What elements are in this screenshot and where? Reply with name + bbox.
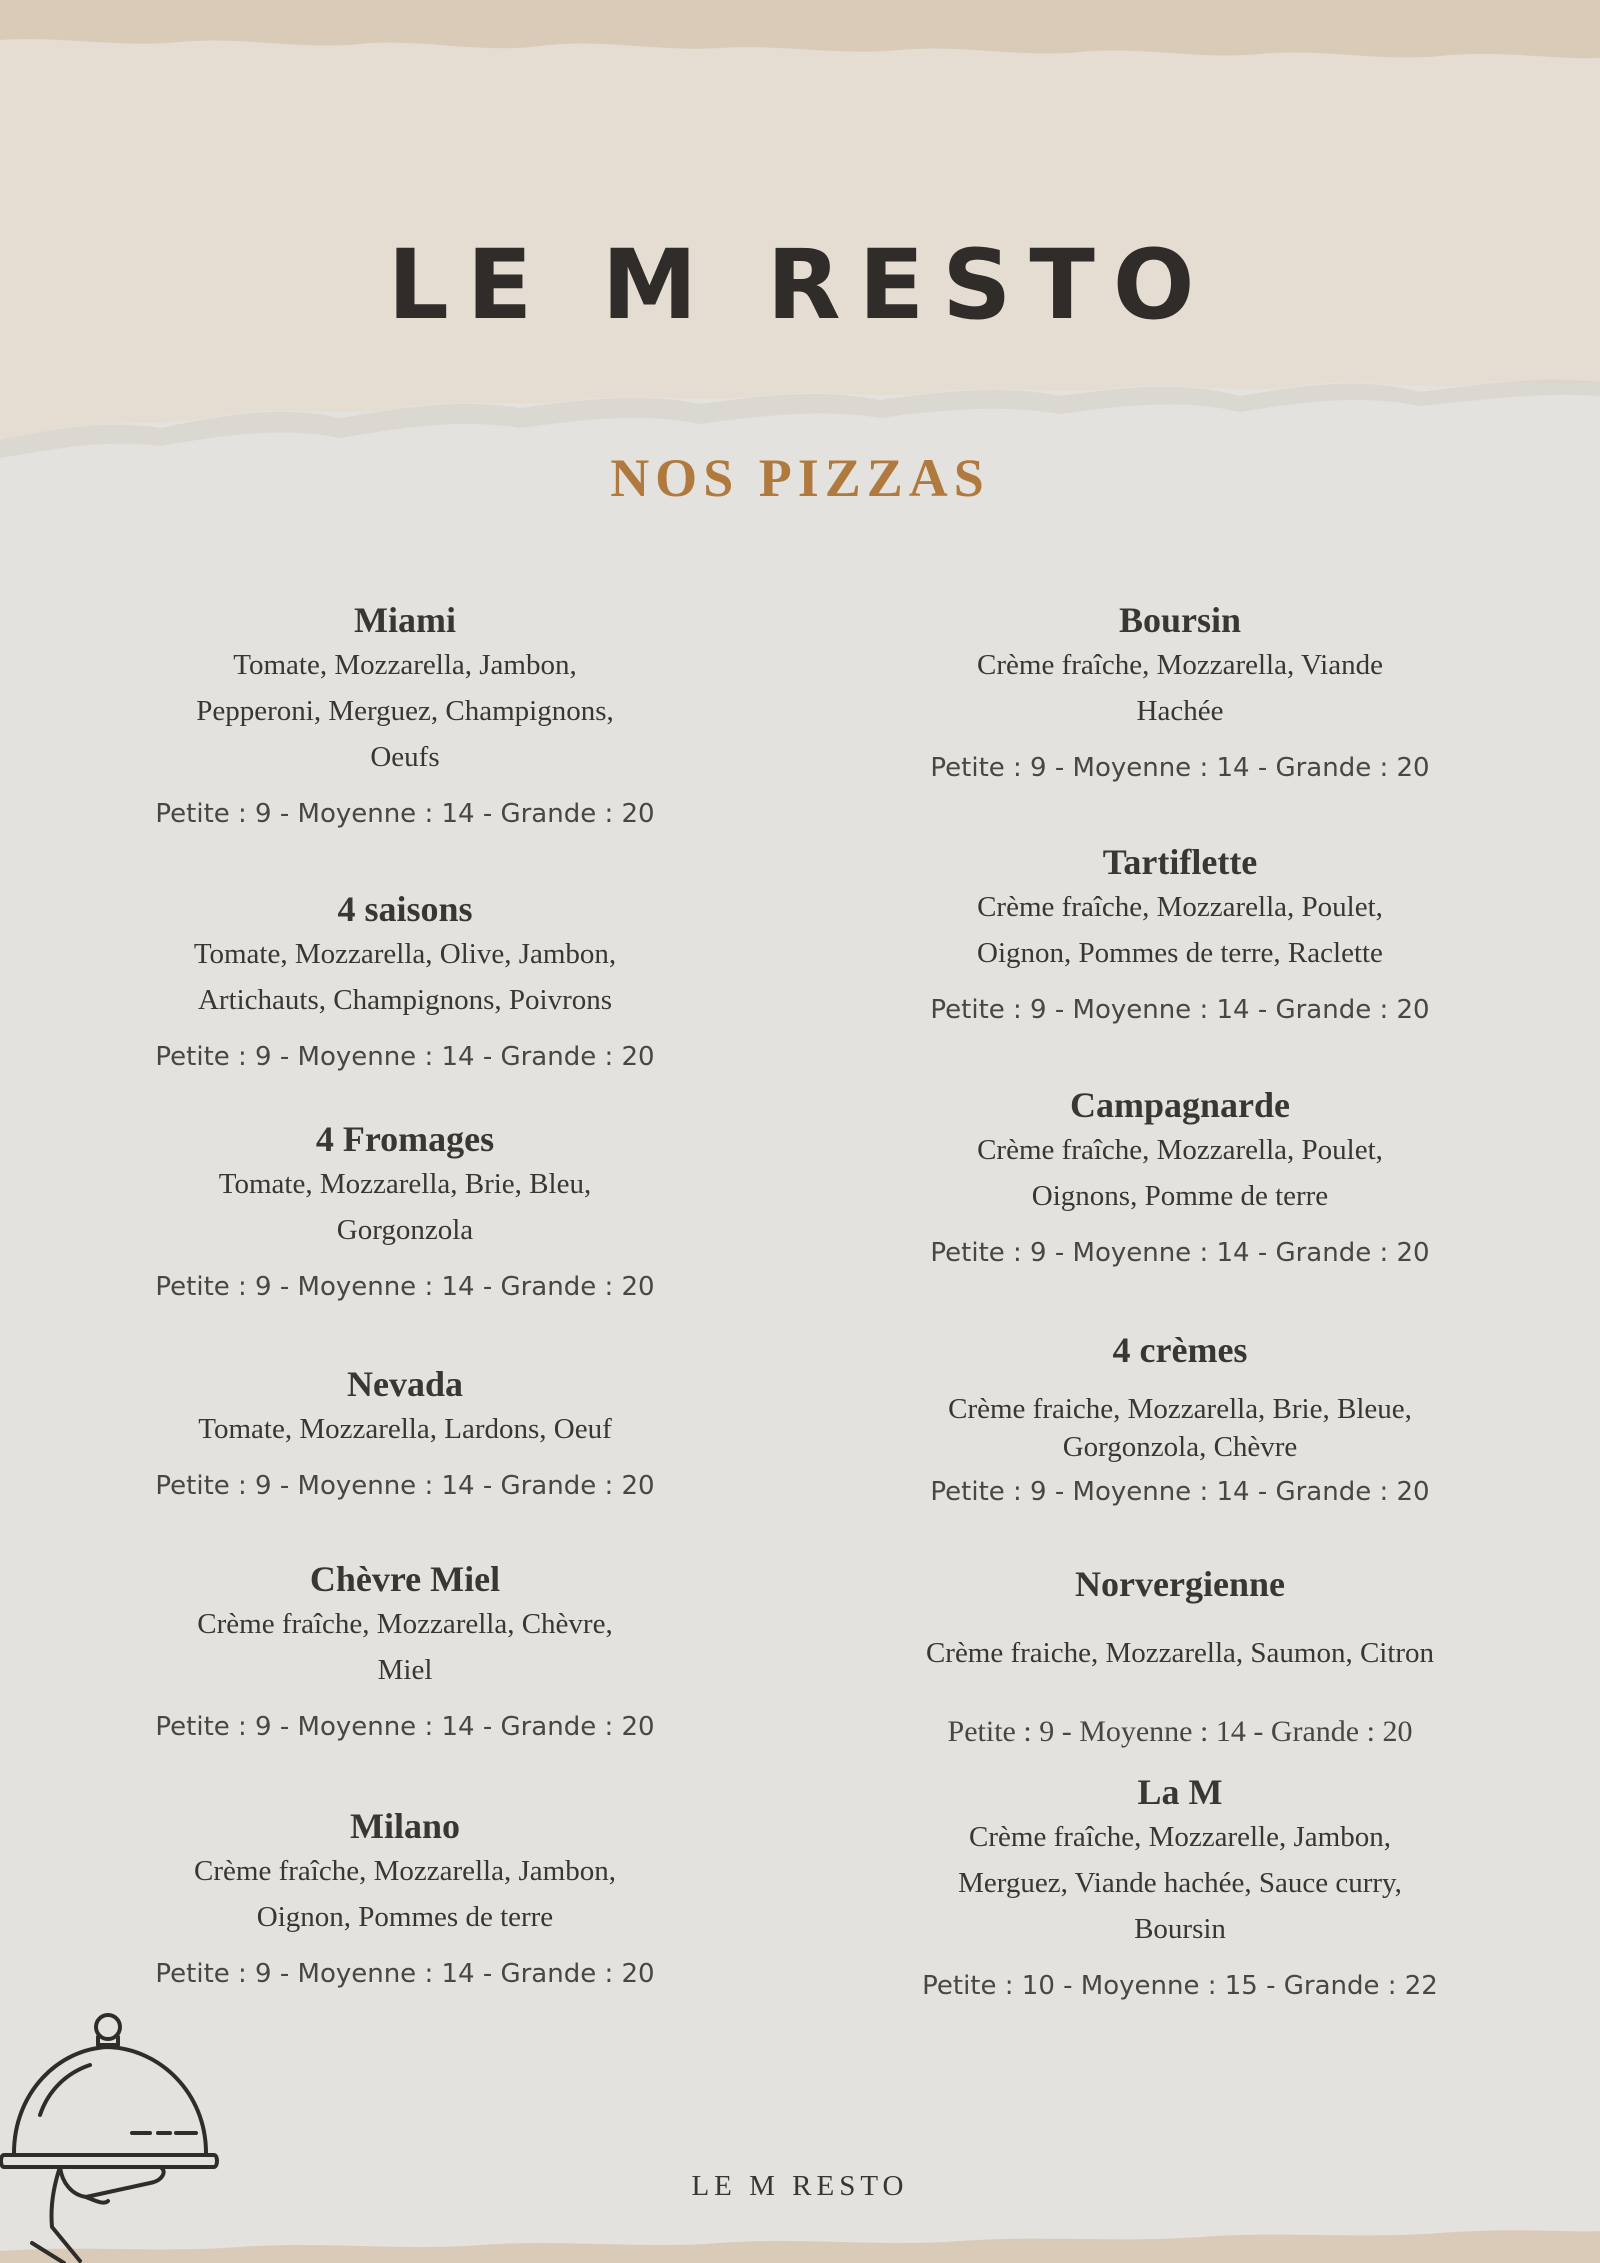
menu-item-campagnarde	[870, 1083, 1490, 1273]
description-line: Crème fraîche, Mozzarelle, Jambon,	[969, 1821, 1391, 1853]
menu-item-name: Tartiflette	[1102, 842, 1258, 882]
menu-item-name: Miami	[354, 600, 456, 640]
description-line: Gorgonzola	[336, 1214, 474, 1246]
menu-item-description	[95, 1601, 715, 1693]
menu-item-name: Nevada	[347, 1364, 463, 1404]
menu-item-description	[95, 931, 715, 1023]
description-line: Tomate, Mozzarella, Lardons, Oeuf	[198, 1413, 612, 1445]
menu-item-norvergienne	[870, 1562, 1490, 1752]
menu-item-description	[870, 1390, 1490, 1466]
description-line: Merguez, Viande hachée, Sauce curry,	[958, 1867, 1402, 1899]
menu-item-prices: Petite : 9 - Moyenne : 14 - Grande : 20	[930, 1477, 1430, 1507]
menu-item-prices: Petite : 9 - Moyenne : 14 - Grande : 20	[947, 1715, 1413, 1748]
description-line: Oignons, Pomme de terre	[1031, 1180, 1329, 1212]
menu-item-name: 4 saisons	[337, 889, 473, 929]
menu-item-name: Norvergienne	[1075, 1564, 1285, 1604]
menu-item-name: 4 crèmes	[1112, 1330, 1248, 1370]
description-line: Gorgonzola, Chèvre	[1062, 1431, 1298, 1463]
footer-brand: LE M RESTO	[691, 2170, 909, 2202]
description-line: Tomate, Mozzarella, Jambon,	[233, 649, 577, 681]
description-line: Oeufs	[370, 741, 440, 773]
description-line: Pepperoni, Merguez, Champignons,	[196, 695, 614, 727]
description-line: Crème fraîche, Mozzarella, Poulet,	[977, 1134, 1383, 1166]
menu-item-name: 4 Fromages	[315, 1119, 495, 1159]
description-line: Crème fraiche, Mozzarella, Brie, Bleue,	[948, 1393, 1412, 1425]
description-line: Artichauts, Champignons, Poivrons	[197, 984, 613, 1016]
menu-item-4-cremes	[870, 1328, 1490, 1512]
serving-cloche-icon	[0, 2005, 230, 2263]
menu-item-prices: Petite : 9 - Moyenne : 14 - Grande : 20	[155, 1471, 655, 1501]
menu-item-nevada	[95, 1362, 715, 1506]
description-line: Crème fraiche, Mozzarella, Saumon, Citron	[925, 1637, 1435, 1669]
description-line: Tomate, Mozzarella, Brie, Bleu,	[218, 1168, 592, 1200]
menu-item-name: La M	[1137, 1772, 1223, 1812]
torn-paper-footer-strip	[0, 2203, 1600, 2263]
description-line: Crème fraîche, Mozzarella, Poulet,	[977, 891, 1383, 923]
menu-item-description	[870, 1814, 1490, 1952]
menu-item-la-m	[870, 1770, 1490, 2006]
menu-item-description	[95, 1406, 715, 1452]
menu-item-prices: Petite : 9 - Moyenne : 14 - Grande : 20	[155, 1712, 655, 1742]
menu-item-milano	[95, 1804, 715, 1994]
menu-item-name: Boursin	[1118, 600, 1242, 640]
menu-item-name: Campagnarde	[1069, 1085, 1290, 1125]
description-line: Oignon, Pommes de terre, Raclette	[977, 937, 1383, 969]
menu-item-prices: Petite : 10 - Moyenne : 15 - Grande : 22	[922, 1971, 1438, 2001]
menu-item-prices: Petite : 9 - Moyenne : 14 - Grande : 20	[930, 995, 1430, 1025]
menu-item-description	[870, 884, 1490, 976]
menu-item-chevre-miel	[95, 1557, 715, 1747]
menu-item-prices: Petite : 9 - Moyenne : 14 - Grande : 20	[155, 1959, 655, 1989]
menu-item-prices: Petite : 9 - Moyenne : 14 - Grande : 20	[155, 799, 655, 829]
section-title-pizzas: NOS PIZZAS	[610, 448, 990, 508]
description-line: Miel	[377, 1654, 433, 1686]
menu-item-4-fromages	[95, 1117, 715, 1307]
menu-item-name: Chèvre Miel	[309, 1559, 501, 1599]
menu-item-miami	[95, 598, 715, 834]
menu-item-prices: Petite : 9 - Moyenne : 14 - Grande : 20	[155, 1272, 655, 1302]
description-line: Crème fraîche, Mozzarella, Viande	[977, 649, 1383, 681]
restaurant-brand-title: LE M RESTO	[387, 229, 1213, 341]
menu-item-prices: Petite : 9 - Moyenne : 14 - Grande : 20	[930, 1238, 1430, 1268]
menu-item-description	[95, 642, 715, 780]
menu-item-description	[95, 1848, 715, 1940]
description-line: Crème fraîche, Mozzarella, Jambon,	[194, 1855, 616, 1887]
menu-item-description	[870, 1127, 1490, 1219]
menu-item-4-saisons	[95, 887, 715, 1077]
description-line: Hachée	[1136, 695, 1224, 727]
menu-item-boursin	[870, 598, 1490, 788]
description-line: Tomate, Mozzarella, Olive, Jambon,	[193, 938, 617, 970]
menu-item-name: Milano	[349, 1806, 460, 1846]
menu-item-description	[95, 1161, 715, 1253]
menu-item-tartiflette	[870, 840, 1490, 1030]
description-line: Oignon, Pommes de terre	[256, 1901, 554, 1933]
description-line: Crème fraîche, Mozzarella, Chèvre,	[197, 1608, 613, 1640]
description-line: Boursin	[1134, 1913, 1226, 1945]
menu-item-description	[870, 1630, 1490, 1676]
menu-item-description	[870, 642, 1490, 734]
menu-item-prices: Petite : 9 - Moyenne : 14 - Grande : 20	[155, 1042, 655, 1072]
menu-item-prices: Petite : 9 - Moyenne : 14 - Grande : 20	[930, 753, 1430, 783]
